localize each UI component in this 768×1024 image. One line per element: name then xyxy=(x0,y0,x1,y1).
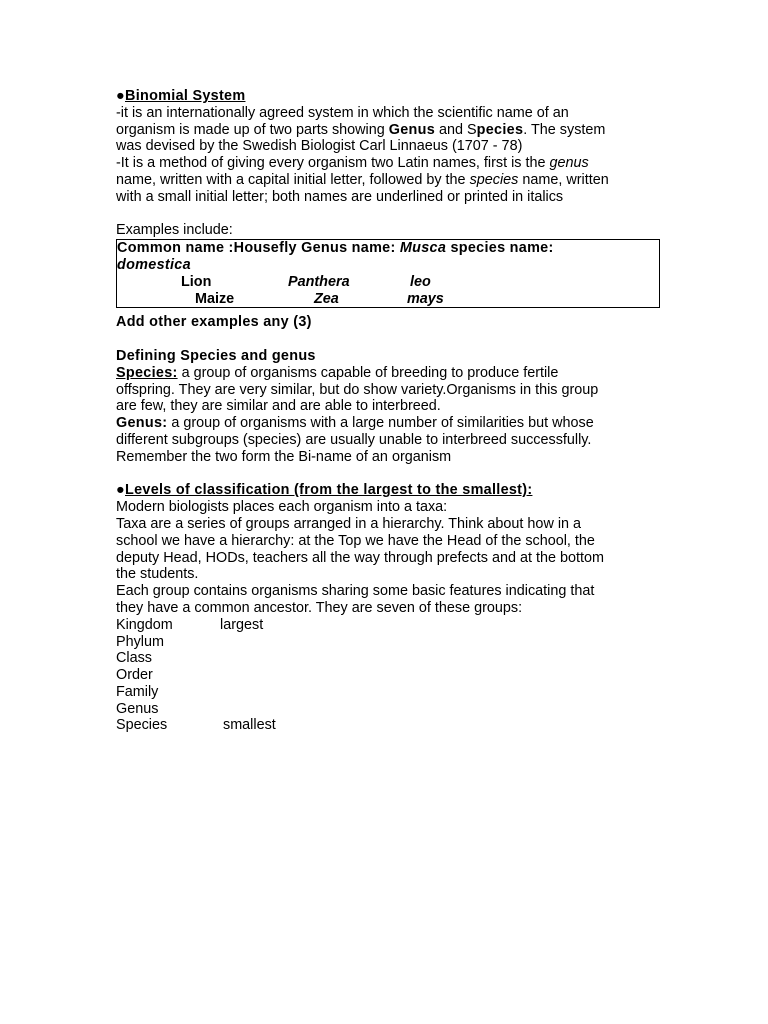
list-item: Genus xyxy=(116,700,159,717)
binomial-p1-line3: was devised by the Swedish Biologist Carl Linnaeus (1707 - 78) xyxy=(116,138,523,155)
levels-heading-text: Levels of classification (from the largest to the smallest): xyxy=(125,482,533,499)
species-def-line1: Species: a group of organisms capable of breeding to produce fertile xyxy=(116,364,559,381)
examples-table xyxy=(116,239,660,308)
bullet-icon: ● xyxy=(116,482,125,499)
species-def-line2: offspring. They are very similar, but do show variety.Organisms in this group xyxy=(116,381,599,398)
examples-row-housefly: Common name :Housefly Genus name: Musca species name: xyxy=(117,240,554,257)
binomial-heading xyxy=(116,88,666,105)
levels-p1: Modern biologists places each organism into a taxa: xyxy=(116,499,448,516)
list-item: Phylum xyxy=(116,633,164,650)
examples-row-maize: Maize Zea mays xyxy=(195,290,444,307)
levels-p3-line1: Each group contains organisms sharing some basic features indicating that xyxy=(116,583,595,600)
species-def-line3: are few, they are similar and are able to interbreed. xyxy=(116,398,441,415)
list-item: Species smallest xyxy=(116,717,276,734)
document-page xyxy=(116,88,666,734)
bullet-icon: ● xyxy=(116,88,125,104)
binomial-p1-line2: organism is made up of two parts showing Genus and Species. The system xyxy=(116,121,606,138)
list-item: Order xyxy=(116,667,153,684)
add-other-examples: Add other examples any (3) xyxy=(116,314,312,331)
levels-list xyxy=(116,617,666,735)
levels-p3-line2: they have a common ancestor. They are seven of these groups: xyxy=(116,599,523,616)
binomial-heading-text: Binomial System xyxy=(125,88,246,104)
examples-row-housefly-species: domestica xyxy=(117,256,191,273)
list-item: Family xyxy=(116,683,159,700)
genus-def-line2: different subgroups (species) are usually unable to interbreed successfully. xyxy=(116,431,592,448)
examples-row-lion: Lion Panthera leo xyxy=(181,273,431,290)
binomial-p2-line2: name, written with a capital initial letter, followed by the species name, written xyxy=(116,171,609,188)
list-item: Kingdom largest xyxy=(116,616,264,633)
remember-line: Remember the two form the Bi-name of an organism xyxy=(116,448,452,465)
list-item: Class xyxy=(116,650,152,667)
levels-heading xyxy=(116,482,666,499)
examples-intro: Examples include: xyxy=(116,222,233,239)
defining-heading: Defining Species and genus xyxy=(116,347,316,364)
levels-p2-line2: school we have a hierarchy: at the Top we have the Head of the school, the xyxy=(116,532,595,549)
binomial-p1-line1: -it is an internationally agreed system in which the scientific name of an xyxy=(116,104,569,121)
levels-p2-line4: the students. xyxy=(116,566,199,583)
genus-def-line1: Genus: a group of organisms with a large number of similarities but whose xyxy=(116,415,594,432)
binomial-p2-line1: -It is a method of giving every organism two Latin names, first is the genus xyxy=(116,155,589,172)
levels-p2-line3: deputy Head, HODs, teachers all the way through prefects and at the bottom xyxy=(116,549,604,566)
binomial-p2-line3: with a small initial letter; both names are underlined or printed in italics xyxy=(116,188,564,205)
levels-p2-line1: Taxa are a series of groups arranged in a hierarchy. Think about how in a xyxy=(116,515,582,532)
